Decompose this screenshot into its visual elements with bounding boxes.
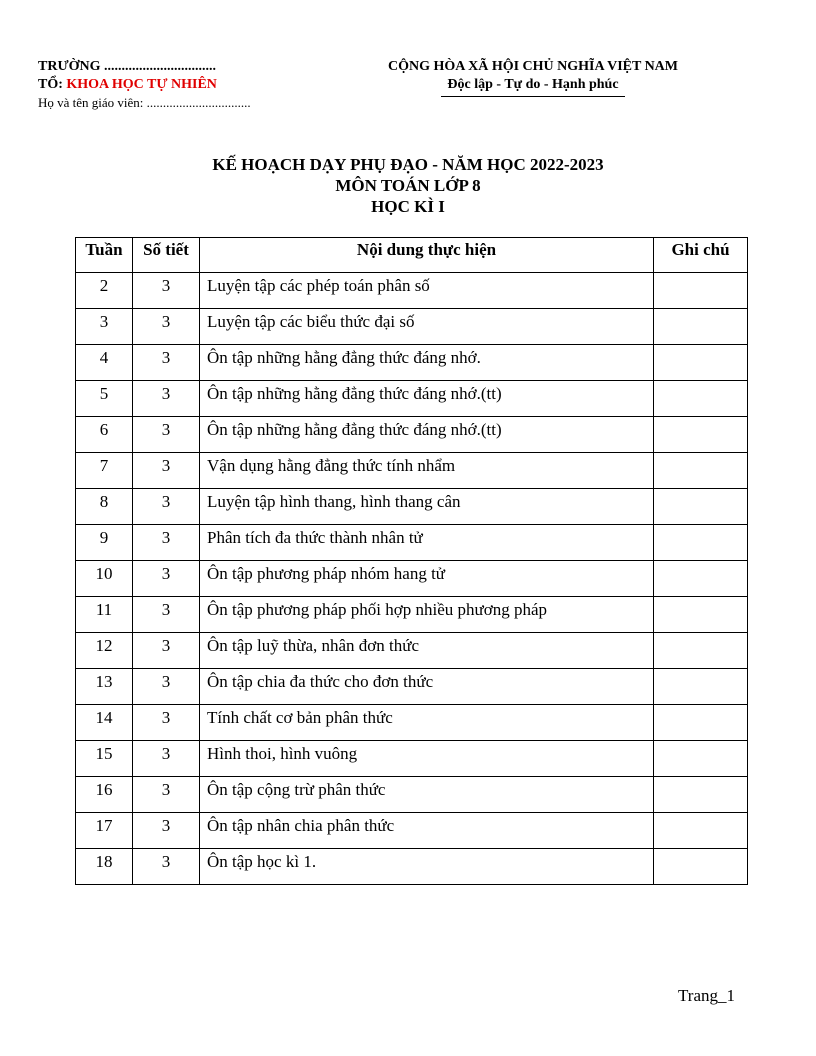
- periods-cell: 3: [133, 813, 200, 849]
- note-cell: [654, 453, 748, 489]
- content-cell: Vận dụng hằng đẳng thức tính nhẩm: [200, 453, 654, 489]
- note-cell: [654, 849, 748, 885]
- week-cell: 8: [76, 489, 133, 525]
- note-cell: [654, 561, 748, 597]
- periods-cell: 3: [133, 381, 200, 417]
- week-cell: 7: [76, 453, 133, 489]
- table-body: [76, 273, 748, 885]
- title-line-2: MÔN TOÁN LỚP 8: [335, 176, 481, 195]
- table-row: [76, 597, 748, 633]
- note-cell: [654, 777, 748, 813]
- table-row: [76, 813, 748, 849]
- periods-cell: 3: [133, 741, 200, 777]
- week-cell: 9: [76, 525, 133, 561]
- table-row: [76, 633, 748, 669]
- document-title: [0, 154, 816, 217]
- content-cell: Ôn tập luỹ thừa, nhân đơn thức: [200, 633, 654, 669]
- header-left: [38, 58, 251, 112]
- table-row: [76, 453, 748, 489]
- page-number: Trang_1: [678, 986, 735, 1005]
- week-cell: 2: [76, 273, 133, 309]
- content-cell: Tính chất cơ bản phân thức: [200, 705, 654, 741]
- week-cell: 17: [76, 813, 133, 849]
- week-cell: 10: [76, 561, 133, 597]
- school-label: TRƯỜNG ................................: [38, 59, 216, 74]
- periods-cell: 3: [133, 561, 200, 597]
- periods-cell: 3: [133, 597, 200, 633]
- header-note: Ghi chú: [654, 238, 748, 273]
- week-cell: 18: [76, 849, 133, 885]
- header-periods: Số tiết: [133, 238, 200, 273]
- periods-cell: 3: [133, 345, 200, 381]
- header-content: Nội dung thực hiện: [200, 238, 654, 273]
- content-cell: Ôn tập những hằng đẳng thức đáng nhớ.: [200, 345, 654, 381]
- title-line-3: HỌC KÌ I: [371, 197, 445, 216]
- table-row: [76, 381, 748, 417]
- content-cell: Ôn tập những hằng đẳng thức đáng nhớ.(tt): [200, 381, 654, 417]
- week-cell: 16: [76, 777, 133, 813]
- periods-cell: 3: [133, 633, 200, 669]
- title-line-1: KẾ HOẠCH DẠY PHỤ ĐẠO - NĂM HỌC 2022-2023: [212, 155, 604, 174]
- header-week: Tuần: [76, 238, 133, 273]
- table-row: [76, 669, 748, 705]
- content-cell: Phân tích đa thức thành nhân tử: [200, 525, 654, 561]
- content-cell: Hình thoi, hình vuông: [200, 741, 654, 777]
- note-cell: [654, 669, 748, 705]
- table-row: [76, 525, 748, 561]
- table-header-row: [76, 238, 748, 273]
- note-cell: [654, 813, 748, 849]
- content-cell: Ôn tập nhân chia phân thức: [200, 813, 654, 849]
- periods-cell: 3: [133, 453, 200, 489]
- week-cell: 14: [76, 705, 133, 741]
- tutoring-plan-table: [75, 237, 748, 885]
- note-cell: [654, 741, 748, 777]
- periods-cell: 3: [133, 669, 200, 705]
- note-cell: [654, 417, 748, 453]
- note-cell: [654, 525, 748, 561]
- week-cell: 11: [76, 597, 133, 633]
- table-row: [76, 777, 748, 813]
- table-row: [76, 741, 748, 777]
- header-right: [366, 58, 700, 97]
- periods-cell: 3: [133, 489, 200, 525]
- periods-cell: 3: [133, 777, 200, 813]
- department-name: KHOA HỌC TỰ NHIÊN: [66, 77, 217, 92]
- periods-cell: 3: [133, 273, 200, 309]
- note-cell: [654, 273, 748, 309]
- table-row: [76, 309, 748, 345]
- table-row: [76, 849, 748, 885]
- content-cell: Ôn tập học kì 1.: [200, 849, 654, 885]
- content-cell: Ôn tập chia đa thức cho đơn thức: [200, 669, 654, 705]
- department-prefix: TỔ:: [38, 77, 67, 92]
- content-cell: Ôn tập phương pháp phối hợp nhiều phương pháp: [200, 597, 654, 633]
- week-cell: 13: [76, 669, 133, 705]
- content-cell: Luyện tập các biểu thức đại số: [200, 309, 654, 345]
- content-cell: Luyện tập các phép toán phân số: [200, 273, 654, 309]
- week-cell: 4: [76, 345, 133, 381]
- content-cell: Ôn tập những hằng đẳng thức đáng nhớ.(tt): [200, 417, 654, 453]
- teacher-name-line: Họ và tên giáo viên: ................................: [38, 95, 251, 110]
- week-cell: 3: [76, 309, 133, 345]
- department-line: [38, 76, 251, 94]
- table-row: [76, 489, 748, 525]
- periods-cell: 3: [133, 525, 200, 561]
- table-row: [76, 417, 748, 453]
- republic-name: CỘNG HÒA XÃ HỘI CHỦ NGHĨA VIỆT NAM: [387, 59, 678, 74]
- week-cell: 12: [76, 633, 133, 669]
- periods-cell: 3: [133, 705, 200, 741]
- periods-cell: 3: [133, 309, 200, 345]
- note-cell: [654, 345, 748, 381]
- week-cell: 5: [76, 381, 133, 417]
- national-motto: Độc lập - Tự do - Hạnh phúc: [441, 76, 624, 97]
- note-cell: [654, 597, 748, 633]
- table-row: [76, 705, 748, 741]
- periods-cell: 3: [133, 849, 200, 885]
- note-cell: [654, 489, 748, 525]
- week-cell: 6: [76, 417, 133, 453]
- content-cell: Ôn tập phương pháp nhóm hang tử: [200, 561, 654, 597]
- table-row: [76, 561, 748, 597]
- note-cell: [654, 633, 748, 669]
- note-cell: [654, 705, 748, 741]
- note-cell: [654, 381, 748, 417]
- content-cell: Ôn tập cộng trừ phân thức: [200, 777, 654, 813]
- table-row: [76, 273, 748, 309]
- content-cell: Luyện tập hình thang, hình thang cân: [200, 489, 654, 525]
- periods-cell: 3: [133, 417, 200, 453]
- table-row: [76, 345, 748, 381]
- week-cell: 15: [76, 741, 133, 777]
- note-cell: [654, 309, 748, 345]
